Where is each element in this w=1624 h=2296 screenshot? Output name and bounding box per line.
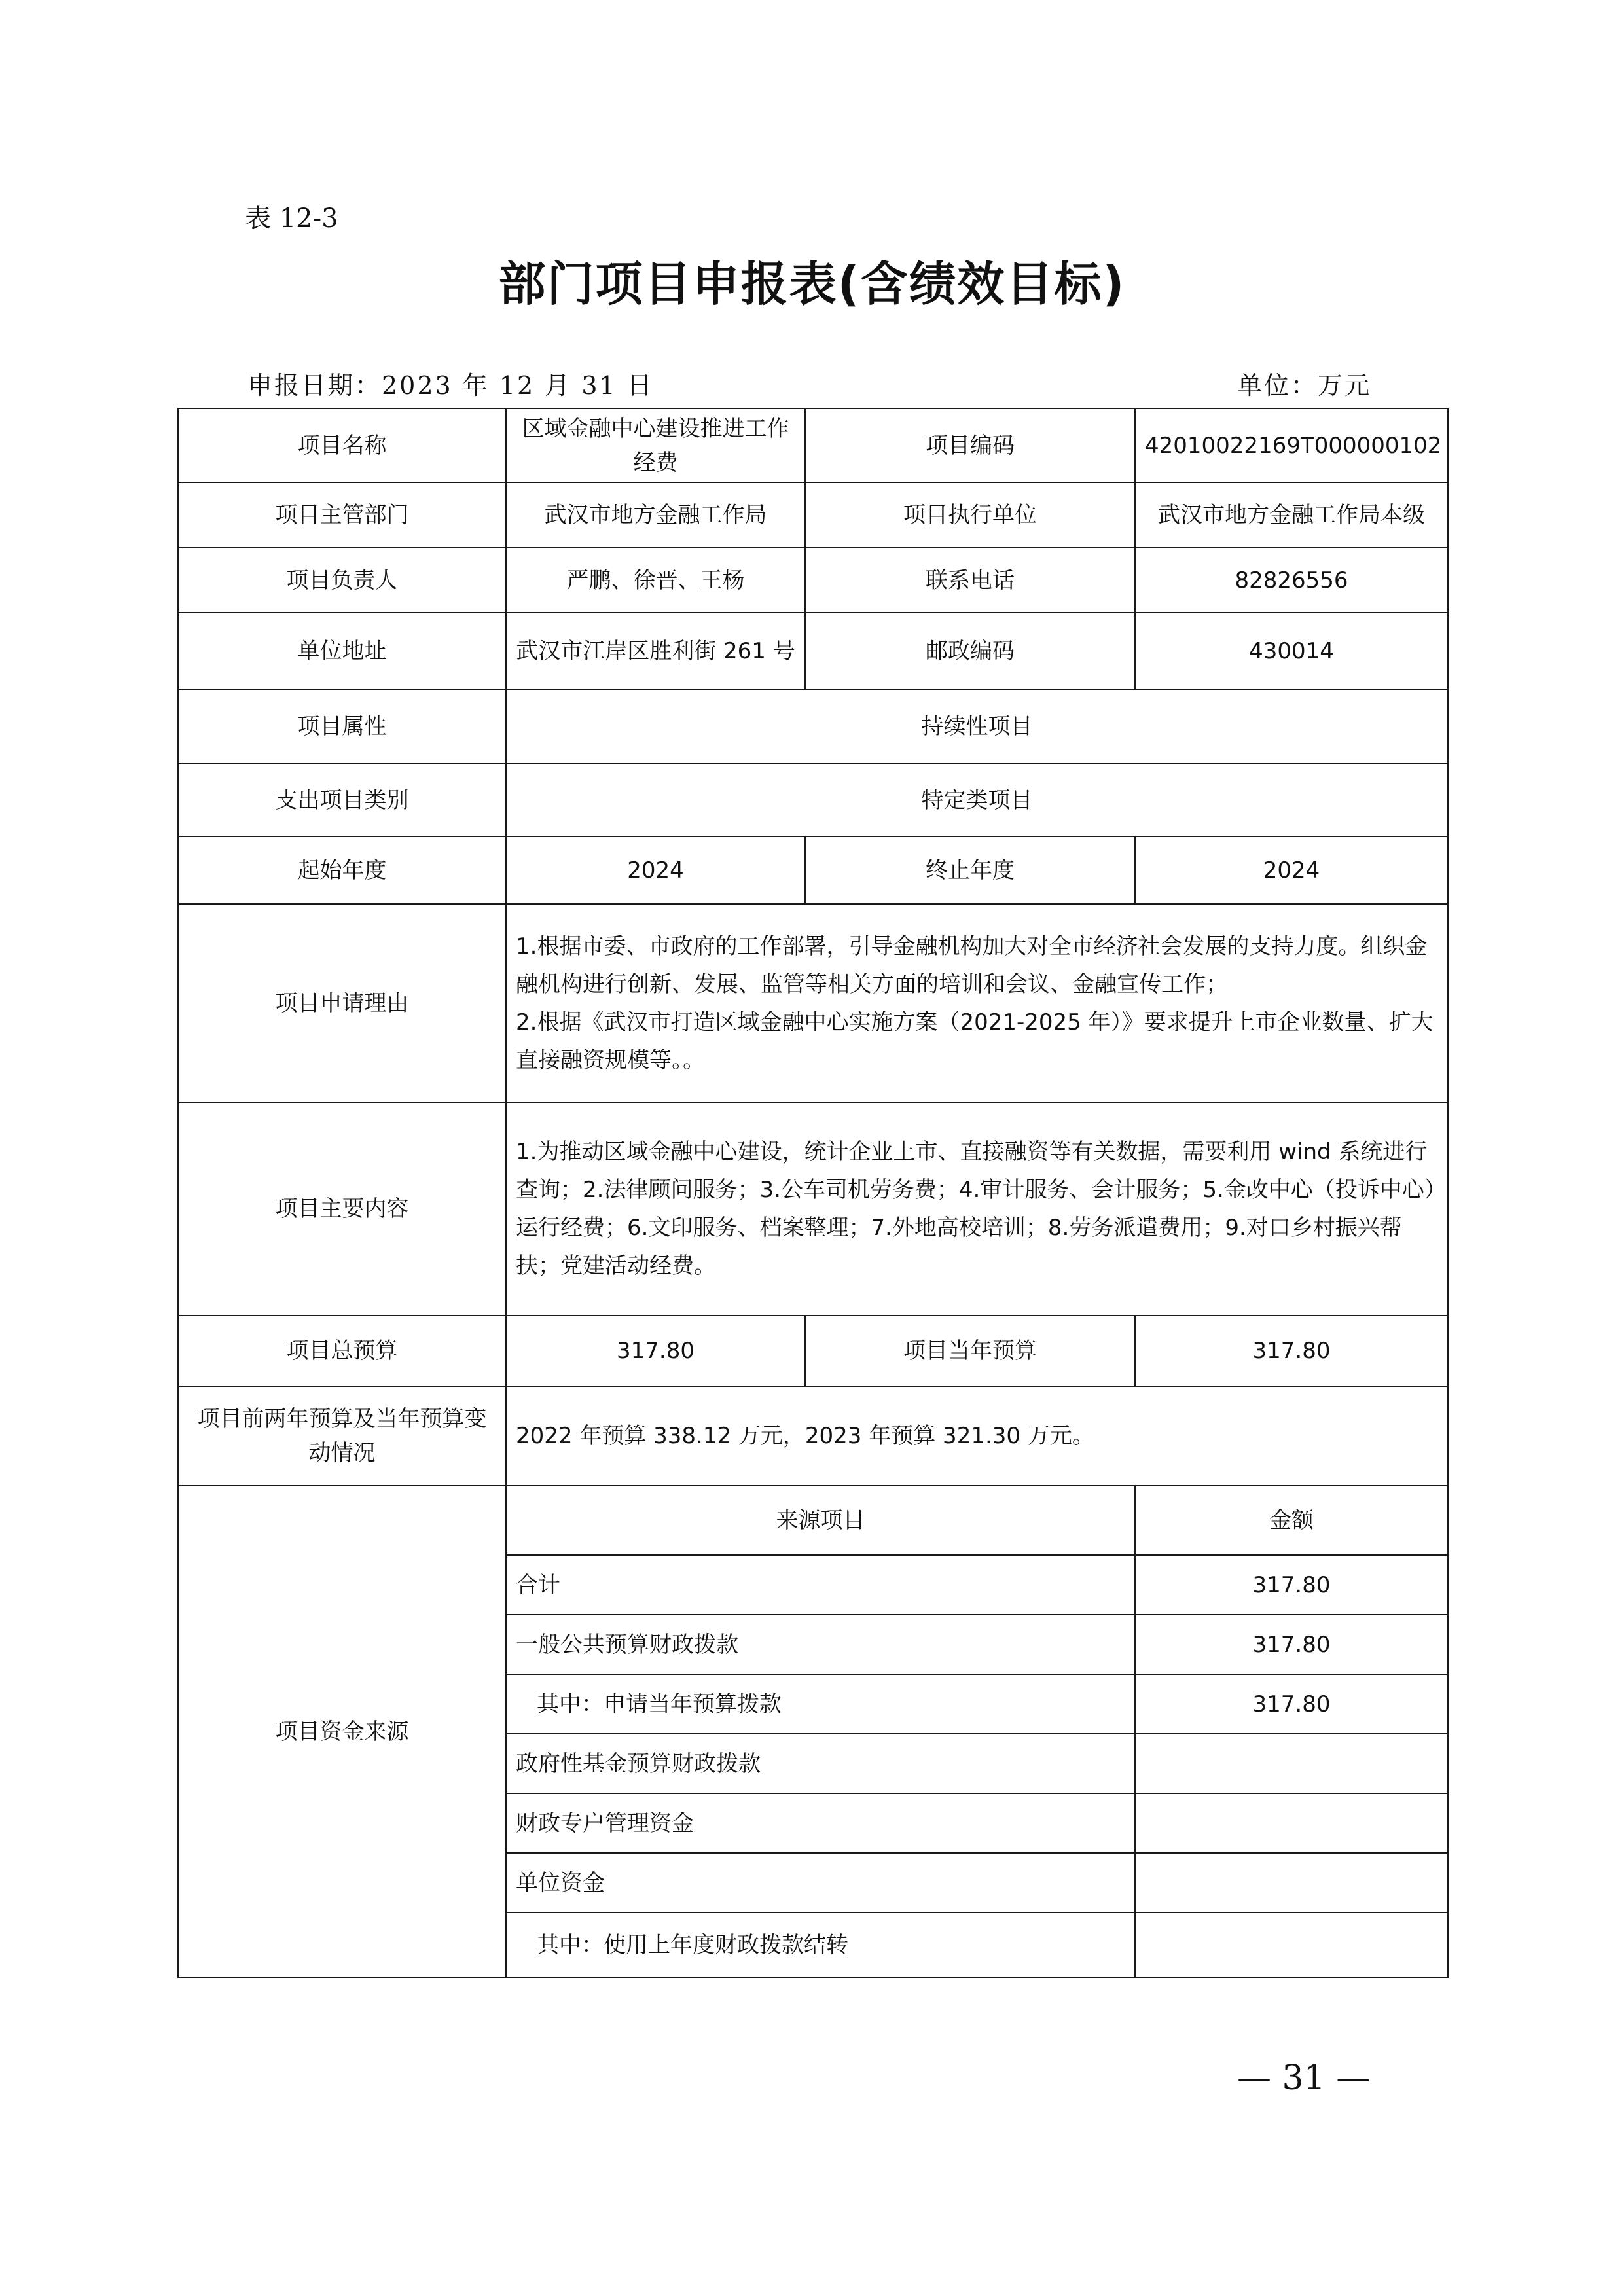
total-budget-value: 317.80 [506, 1316, 805, 1386]
end-year-label: 终止年度 [805, 836, 1135, 904]
unit-label: 单位：万元 [1237, 371, 1372, 400]
application-reason-text: 1.根据市委、市政府的工作部署，引导金融机构加大对全市经济社会发展的支持力度。组织金融机构进行创新、发展、监管等相关方面的培训和会议、金融宣传工作； 2.根据《武汉市打造区域金融中心实施方案（2021-2025 年）》要求提升上市企业数量、扩大直接融资规模等。。 [506, 904, 1448, 1102]
table-row [178, 764, 1448, 836]
project-name-label: 项目名称 [178, 408, 506, 482]
expense-category-value: 特定类项目 [506, 764, 1448, 836]
application-reason-label: 项目申请理由 [178, 904, 506, 1102]
current-budget-value: 317.80 [1135, 1316, 1448, 1386]
budget-history-label: 项目前两年预算及当年预算变动情况 [178, 1386, 506, 1486]
page-number: — 31 — [1237, 2058, 1371, 2098]
leader-value: 严鹏、徐晋、王杨 [506, 548, 805, 613]
main-content-text: 1.为推动区域金融中心建设，统计企业上市、直接融资等有关数据，需要利用 wind 系统进行查询；2.法律顾问服务；3.公车司机劳务费；4.审计服务、会计服务；5.金改中心（投诉中心）运行经费；6.文印服务、档案整理；7.外地高校培训；8.劳务派遣费用；9.对口乡村振兴帮扶；党建活动经费。 [506, 1102, 1448, 1316]
project-code-label: 项目编码 [805, 408, 1135, 482]
report-date: 申报日期：2023 年 12 月 31 日 [247, 371, 654, 400]
table-row [178, 1102, 1448, 1316]
table-row [178, 1316, 1448, 1386]
funding-amount-header: 金额 [1135, 1486, 1448, 1555]
project-attribute-value: 持续性项目 [506, 689, 1448, 764]
funding-row-amount [1135, 1734, 1448, 1793]
budget-history-value: 2022 年预算 338.12 万元，2023 年预算 321.30 万元。 [506, 1386, 1448, 1486]
end-year-value: 2024 [1135, 836, 1448, 904]
postcode-value: 430014 [1135, 613, 1448, 689]
current-budget-label: 项目当年预算 [805, 1316, 1135, 1386]
table-row [178, 1386, 1448, 1486]
total-budget-label: 项目总预算 [178, 1316, 506, 1386]
executing-unit-label: 项目执行单位 [805, 482, 1135, 548]
table-number: 表 12-3 [245, 204, 338, 234]
funding-row-amount [1135, 1853, 1448, 1912]
funding-row-name: 财政专户管理资金 [506, 1793, 1135, 1853]
main-content-label: 项目主要内容 [178, 1102, 506, 1316]
page-title: 部门项目申报表(含绩效目标) [498, 257, 1126, 312]
start-year-label: 起始年度 [178, 836, 506, 904]
funding-row-amount: 317.80 [1135, 1674, 1448, 1734]
project-code-value: 42010022169T000000102 [1135, 408, 1448, 482]
address-label: 单位地址 [178, 613, 506, 689]
start-year-value: 2024 [506, 836, 805, 904]
table-row [178, 548, 1448, 613]
department-label: 项目主管部门 [178, 482, 506, 548]
department-value: 武汉市地方金融工作局 [506, 482, 805, 548]
funding-source-header: 来源项目 [506, 1486, 1135, 1555]
table-row [178, 482, 1448, 548]
table-row [178, 1486, 1448, 1555]
phone-label: 联系电话 [805, 548, 1135, 613]
funding-row-name: 合计 [506, 1555, 1135, 1615]
funding-row-amount: 317.80 [1135, 1615, 1448, 1674]
leader-label: 项目负责人 [178, 548, 506, 613]
project-declaration-table [177, 408, 1449, 1978]
funding-row-name: 一般公共预算财政拨款 [506, 1615, 1135, 1674]
table-row [178, 408, 1448, 482]
expense-category-label: 支出项目类别 [178, 764, 506, 836]
funding-row-amount [1135, 1912, 1448, 1977]
table-row [178, 904, 1448, 1102]
funding-row-name: 其中：申请当年预算拨款 [506, 1674, 1135, 1734]
funding-row-amount [1135, 1793, 1448, 1853]
project-attribute-label: 项目属性 [178, 689, 506, 764]
table-row [178, 689, 1448, 764]
funding-row-amount: 317.80 [1135, 1555, 1448, 1615]
project-name-value: 区域金融中心建设推进工作经费 [506, 408, 805, 482]
phone-value: 82826556 [1135, 548, 1448, 613]
executing-unit-value: 武汉市地方金融工作局本级 [1135, 482, 1448, 548]
funding-row-name: 其中：使用上年度财政拨款结转 [506, 1912, 1135, 1977]
address-value: 武汉市江岸区胜利街 261 号 [506, 613, 805, 689]
funding-row-name: 政府性基金预算财政拨款 [506, 1734, 1135, 1793]
funding-row-name: 单位资金 [506, 1853, 1135, 1912]
funding-source-label: 项目资金来源 [178, 1486, 506, 1977]
table-row [178, 613, 1448, 689]
table-row [178, 836, 1448, 904]
postcode-label: 邮政编码 [805, 613, 1135, 689]
